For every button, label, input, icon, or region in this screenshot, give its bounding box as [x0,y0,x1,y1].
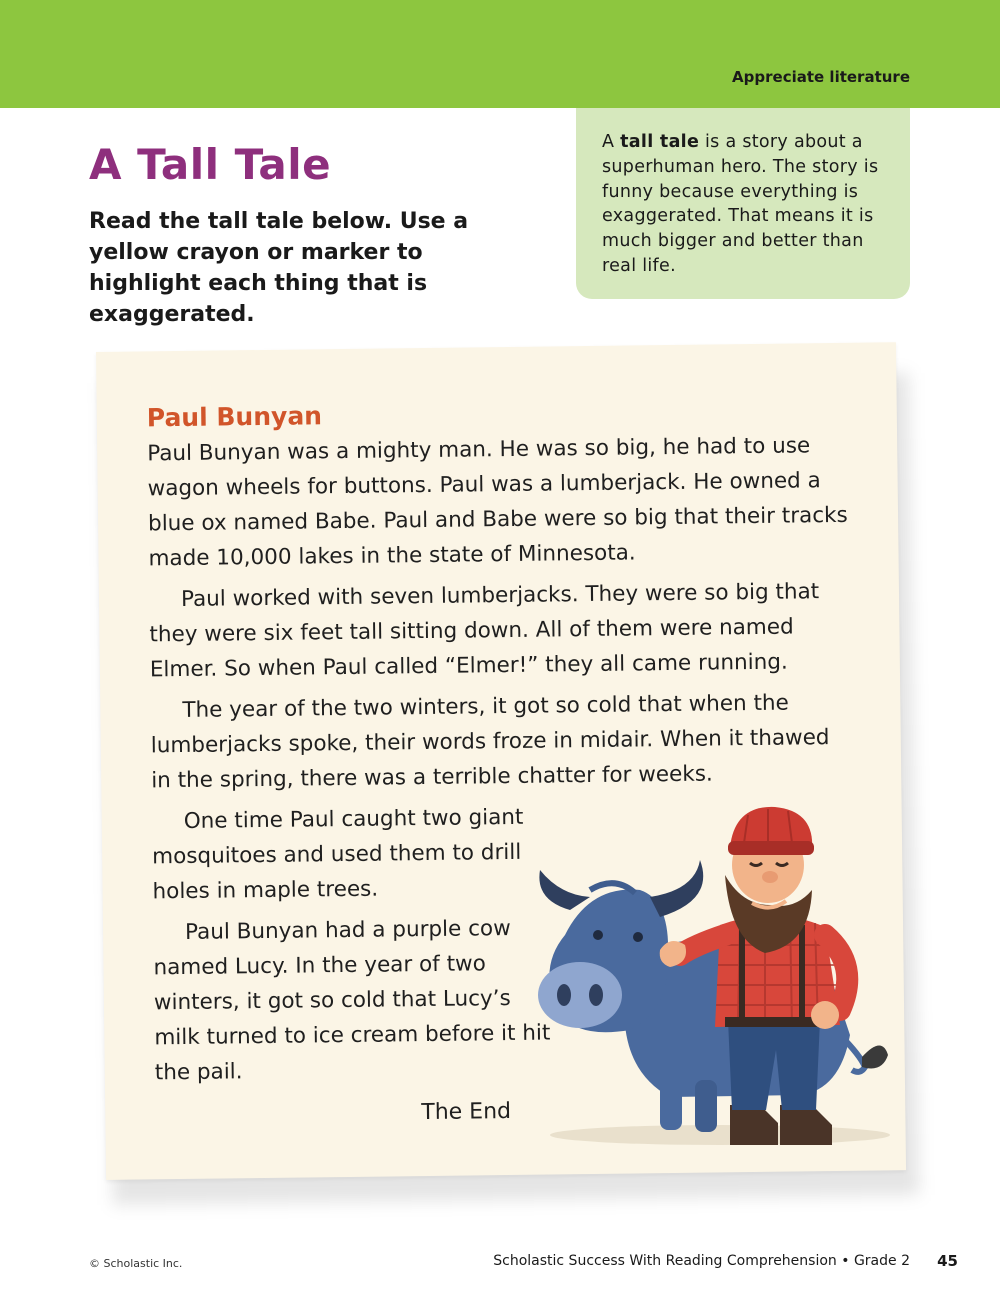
skill-label: Appreciate literature [732,68,910,86]
definition-term: tall tale [620,132,700,152]
definition-body: is a story about a superhuman hero. The story is funny because everything is exaggerated. That means it is much bigger and better than real life. [602,132,879,276]
paul-and-babe-illustration [520,805,900,1150]
story-paragraph: Paul Bunyan was a mighty man. He was so big, he had to use wagon wheels for buttons. Paul was a lumberjack. He owned a blue ox named Babe. Paul and Babe were so big that their tracks made 10,000 lakes in the state of Minnesota. [147,433,848,572]
story-paragraph: The year of the two winters, it got so cold that when the lumberjacks spoke, their words froze in midair. When it thawed in the spring, there was a terrible chatter for weeks. [150,690,830,794]
definition-lead: A [602,132,621,152]
copyright: © Scholastic Inc. [89,1257,183,1270]
story-paragraph: Paul Bunyan had a purple cow named Lucy. In the year of two winters, it got so cold that Lucy’s milk turned to ice cream before it hit the pail. [153,915,551,1086]
definition-text [602,130,888,279]
definition-box [576,108,910,299]
ground-shadow [550,1125,890,1145]
header-band [0,0,1000,108]
page-number: 45 [937,1252,958,1270]
book-title: Scholastic Success With Reading Comprehension • Grade 2 [493,1253,910,1269]
story-heading: Paul Bunyan [146,401,323,433]
story-paragraph: One time Paul caught two giant mosquitoes and used them to drill holes in maple trees. [152,804,524,905]
instructions: Read the tall tale below. Use a yellow crayon or marker to highlight each thing that is exaggerated. [89,209,469,327]
story-paragraph: Paul worked with seven lumberjacks. They were so big that they were six feet tall sitting down. All of them were named Elmer. So when Paul called “Elmer!” they all came running. [149,579,820,683]
story-ending: The End [421,1098,512,1126]
page-title: A Tall Tale [89,140,332,189]
